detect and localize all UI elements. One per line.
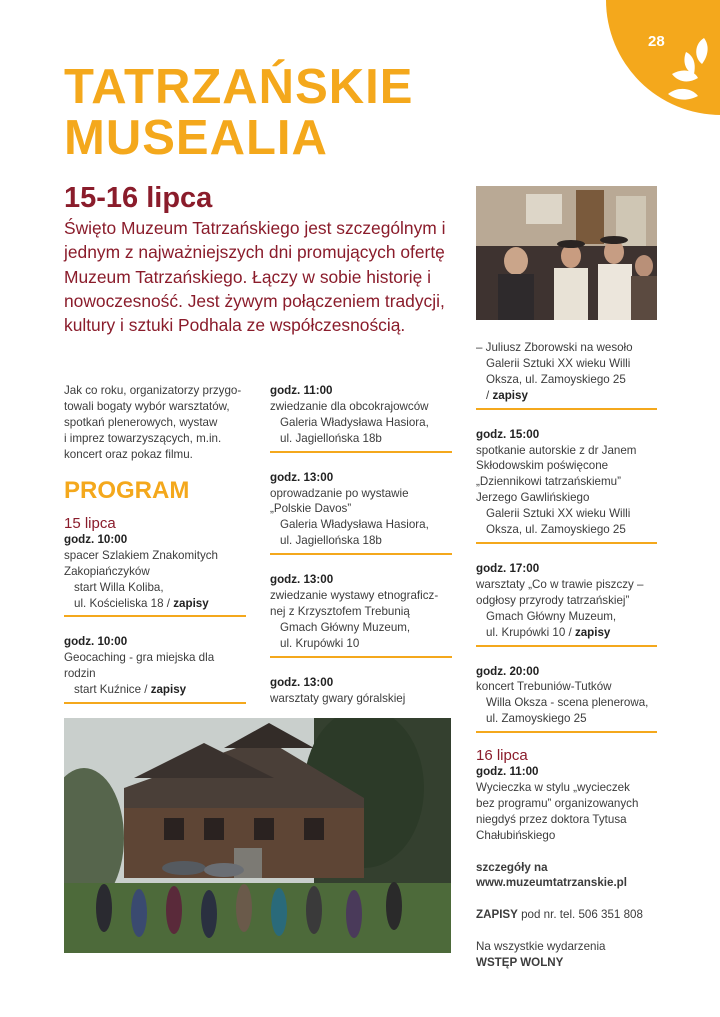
details-label: szczegóły na: [476, 860, 548, 874]
event-item: godz. 10:00 Geocaching - gra miejska dla rodzin start Kuźnice / zapisy: [64, 634, 246, 704]
column-right: [476, 340, 657, 971]
website-link[interactable]: www.muzeumtatrzanskie.pl: [476, 876, 627, 890]
signup-link[interactable]: zapisy: [173, 596, 209, 610]
day-label: 15 lipca: [64, 515, 116, 532]
event-item: godz. 15:00 spotkanie autorskie z dr Janem Skłodowskim poświęcone „Dziennikowi tatrzańskiemu” Jerzego Gawlińskiego Galerii Sztuki XX wieku Willi Oksza, ul. Zamoyskiego 25: [476, 427, 657, 544]
day1-events: [64, 516, 246, 721]
event-item: godz. 11:00 Wycieczka w stylu „wycieczek bez programu” organizowanych niegdyś przez doktora Tytusa Chałubińskiego: [476, 765, 639, 842]
event-item: godz. 13:00 warsztaty gwary góralskiej: [270, 675, 406, 705]
date-heading: 15-16 lipca: [64, 182, 213, 214]
wheat-icon: [664, 34, 714, 104]
day-label: 16 lipca: [476, 747, 528, 765]
page-number: 28: [648, 33, 665, 50]
column-middle: [270, 383, 452, 728]
event-item: godz. 13:00 oprowadzanie po wystawie „Polskie Davos” Galeria Władysława Hasiora, ul. Jagiellońska 18b: [270, 470, 452, 556]
program-heading: PROGRAM: [64, 477, 190, 504]
event-item: godz. 13:00 zwiedzanie wystawy etnograficz- nej z Krzysztofem Trebunią Gmach Główny Muzeum, ul. Krupówki 10: [270, 572, 452, 658]
signup-info: ZAPISY pod nr. tel. 506 351 808: [476, 908, 643, 922]
title-line: TATRZAŃSKIE: [64, 60, 414, 114]
event-item: godz. 17:00 warsztaty „Co w trawie piszczy – odgłosy przyrody tatrzańskiej” Gmach Główny Muzeum, ul. Krupówki 10 / zapisy: [476, 561, 657, 647]
free-entry-label: WSTĘP WOLNY: [476, 956, 564, 970]
signup-link[interactable]: zapisy: [492, 388, 528, 402]
event-item: godz. 10:00 spacer Szlakiem Znakomitych Zakopiańczyków start Willa Koliba, ul. Kościeliska 18 / zapisy: [64, 532, 246, 618]
highlanders-photo: [476, 186, 657, 320]
villa-photo: [64, 718, 451, 953]
event-item: godz. 20:00 koncert Trebuniów-Tutków Willa Oksza - scena plenerowa, ul. Zamoyskiego 25: [476, 664, 657, 734]
body-text: Jak co roku, organizatorzy przygo- towali bogaty wybór warsztatów, spotkań plenerowych, wystaw i imprez towarzyszących, m.in. koncert oraz pokaz filmu.: [64, 384, 242, 461]
free-entry-text: Na wszystkie wydarzenia: [476, 940, 606, 954]
signup-link[interactable]: zapisy: [150, 683, 187, 697]
title-line: MUSEALIA: [64, 111, 328, 165]
intro-paragraph: Święto Muzeum Tatrzańskiego jest szczególnym i jednym z najważniejszych dni promujących ofertę Muzeum Tatrzańskiego. Łączy w sobie historię i nowoczesność. Jest żywym połączeniem tradycji, kultury i sztuki Podhala ze współczesnością.: [64, 218, 446, 336]
page-title: [64, 62, 413, 164]
signup-link[interactable]: zapisy: [574, 625, 611, 639]
event-item: godz. 11:00 zwiedzanie dla obcokrajowców Galeria Władysława Hasiora, ul. Jagiellońska 18b: [270, 383, 452, 453]
event-item: – Juliusz Zborowski na wesoło Galerii Sztuki XX wieku Willi Oksza, ul. Zamoyskiego 25 / zapisy: [476, 340, 657, 410]
column-left: [64, 383, 254, 463]
